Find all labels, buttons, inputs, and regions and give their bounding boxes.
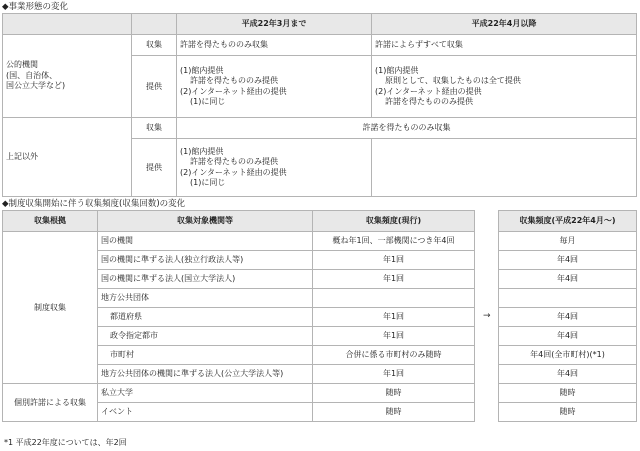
new-cell: 年4回 — [499, 327, 637, 346]
business-form-table — [2, 13, 637, 197]
current-cell: 随時 — [313, 403, 475, 422]
header-freq-current: 収集頻度(現行) — [313, 211, 475, 232]
current-cell: 合併に係る市町村のみ随時 — [313, 346, 475, 365]
target-cell: 国の機関 — [98, 232, 313, 251]
new-cell — [499, 289, 637, 308]
table-header-row — [3, 211, 475, 232]
header-basis: 収集根拠 — [3, 211, 98, 232]
new-cell: 年4回(全市町村)(*1) — [499, 346, 637, 365]
table-row — [499, 270, 637, 289]
header-freq-new: 収集頻度(平成22年4月〜) — [499, 211, 637, 232]
table-row — [499, 346, 637, 365]
table-row — [499, 251, 637, 270]
new-cell: 年4回 — [499, 365, 637, 384]
table-row — [499, 232, 637, 251]
new-cell: 年4回 — [499, 270, 637, 289]
new-cell: 毎月 — [499, 232, 637, 251]
table-header-row — [499, 211, 637, 232]
row-label: 提供 — [132, 56, 177, 118]
new-cell: 年4回 — [499, 308, 637, 327]
change-arrow: → — [483, 311, 491, 321]
target-cell: 国の機関に準ずる法人(独立行政法人等) — [98, 251, 313, 270]
footnote: *1 平成22年度については、年2回 — [4, 438, 127, 447]
header-blank-cell — [132, 14, 177, 35]
target-cell: 国の機関に準ずる法人(国立大学法人) — [98, 270, 313, 289]
new-cell: 随時 — [499, 403, 637, 422]
section1-title: ◆事業形態の変化 — [2, 2, 69, 12]
after-cell-empty — [372, 139, 637, 197]
table-header-row — [3, 14, 637, 35]
table-row — [3, 35, 637, 56]
table-row — [499, 365, 637, 384]
target-cell: 市町村 — [98, 346, 313, 365]
target-cell: イベント — [98, 403, 313, 422]
header-blank-cell — [3, 14, 132, 35]
basis-cell: 制度収集 — [3, 232, 98, 384]
after-cell: (1)館内提供 原則として、収集したものは全て提供 (2)インターネット経由の提供 許諾を得たもののみ提供 — [372, 56, 637, 118]
frequency-table-new — [498, 210, 637, 422]
table-row — [499, 403, 637, 422]
table-row — [3, 384, 475, 403]
row-label: 提供 — [132, 139, 177, 197]
header-target: 収集対象機関等 — [98, 211, 313, 232]
table-row — [499, 327, 637, 346]
after-cell: 許諾によらずすべて収集 — [372, 35, 637, 56]
before-cell: (1)館内提供 許諾を得たもののみ提供 (2)インターネット経由の提供 (1)に同じ — [177, 56, 372, 118]
table-row — [499, 289, 637, 308]
new-cell: 随時 — [499, 384, 637, 403]
current-cell: 年1回 — [313, 270, 475, 289]
current-cell: 概ね年1回、一部機関につき年4回 — [313, 232, 475, 251]
table-row — [499, 384, 637, 403]
row-label: 収集 — [132, 118, 177, 139]
current-cell: 年1回 — [313, 251, 475, 270]
group-name-other: 上記以外 — [3, 118, 132, 197]
header-before: 平成22年3月まで — [177, 14, 372, 35]
current-cell: 年1回 — [313, 327, 475, 346]
merged-cell: 許諾を得たもののみ収集 — [177, 118, 637, 139]
current-cell: 年1回 — [313, 365, 475, 384]
section2-title: ◆制度収集開始に伴う収集頻度(収集回数)の変化 — [2, 199, 186, 209]
current-cell: 随時 — [313, 384, 475, 403]
target-cell: 私立大学 — [98, 384, 313, 403]
table-row — [3, 118, 637, 139]
table-row — [499, 308, 637, 327]
current-cell: 年1回 — [313, 308, 475, 327]
row-label: 収集 — [132, 35, 177, 56]
target-cell: 地方公共団体 — [98, 289, 313, 308]
before-cell: (1)館内提供 許諾を得たもののみ提供 (2)インターネット経由の提供 (1)に同じ — [177, 139, 372, 197]
frequency-table-current — [2, 210, 475, 422]
target-cell: 政令指定都市 — [98, 327, 313, 346]
header-after: 平成22年4月以降 — [372, 14, 637, 35]
current-cell — [313, 289, 475, 308]
new-cell: 年4回 — [499, 251, 637, 270]
basis-cell: 個別許諾による収集 — [3, 384, 98, 422]
target-cell: 都道府県 — [98, 308, 313, 327]
group-name-public: 公的機関 (国、自治体、 国公立大学など) — [3, 35, 132, 118]
before-cell: 許諾を得たもののみ収集 — [177, 35, 372, 56]
target-cell: 地方公共団体の機関に準ずる法人(公立大学法人等) — [98, 365, 313, 384]
table-row — [3, 232, 475, 251]
